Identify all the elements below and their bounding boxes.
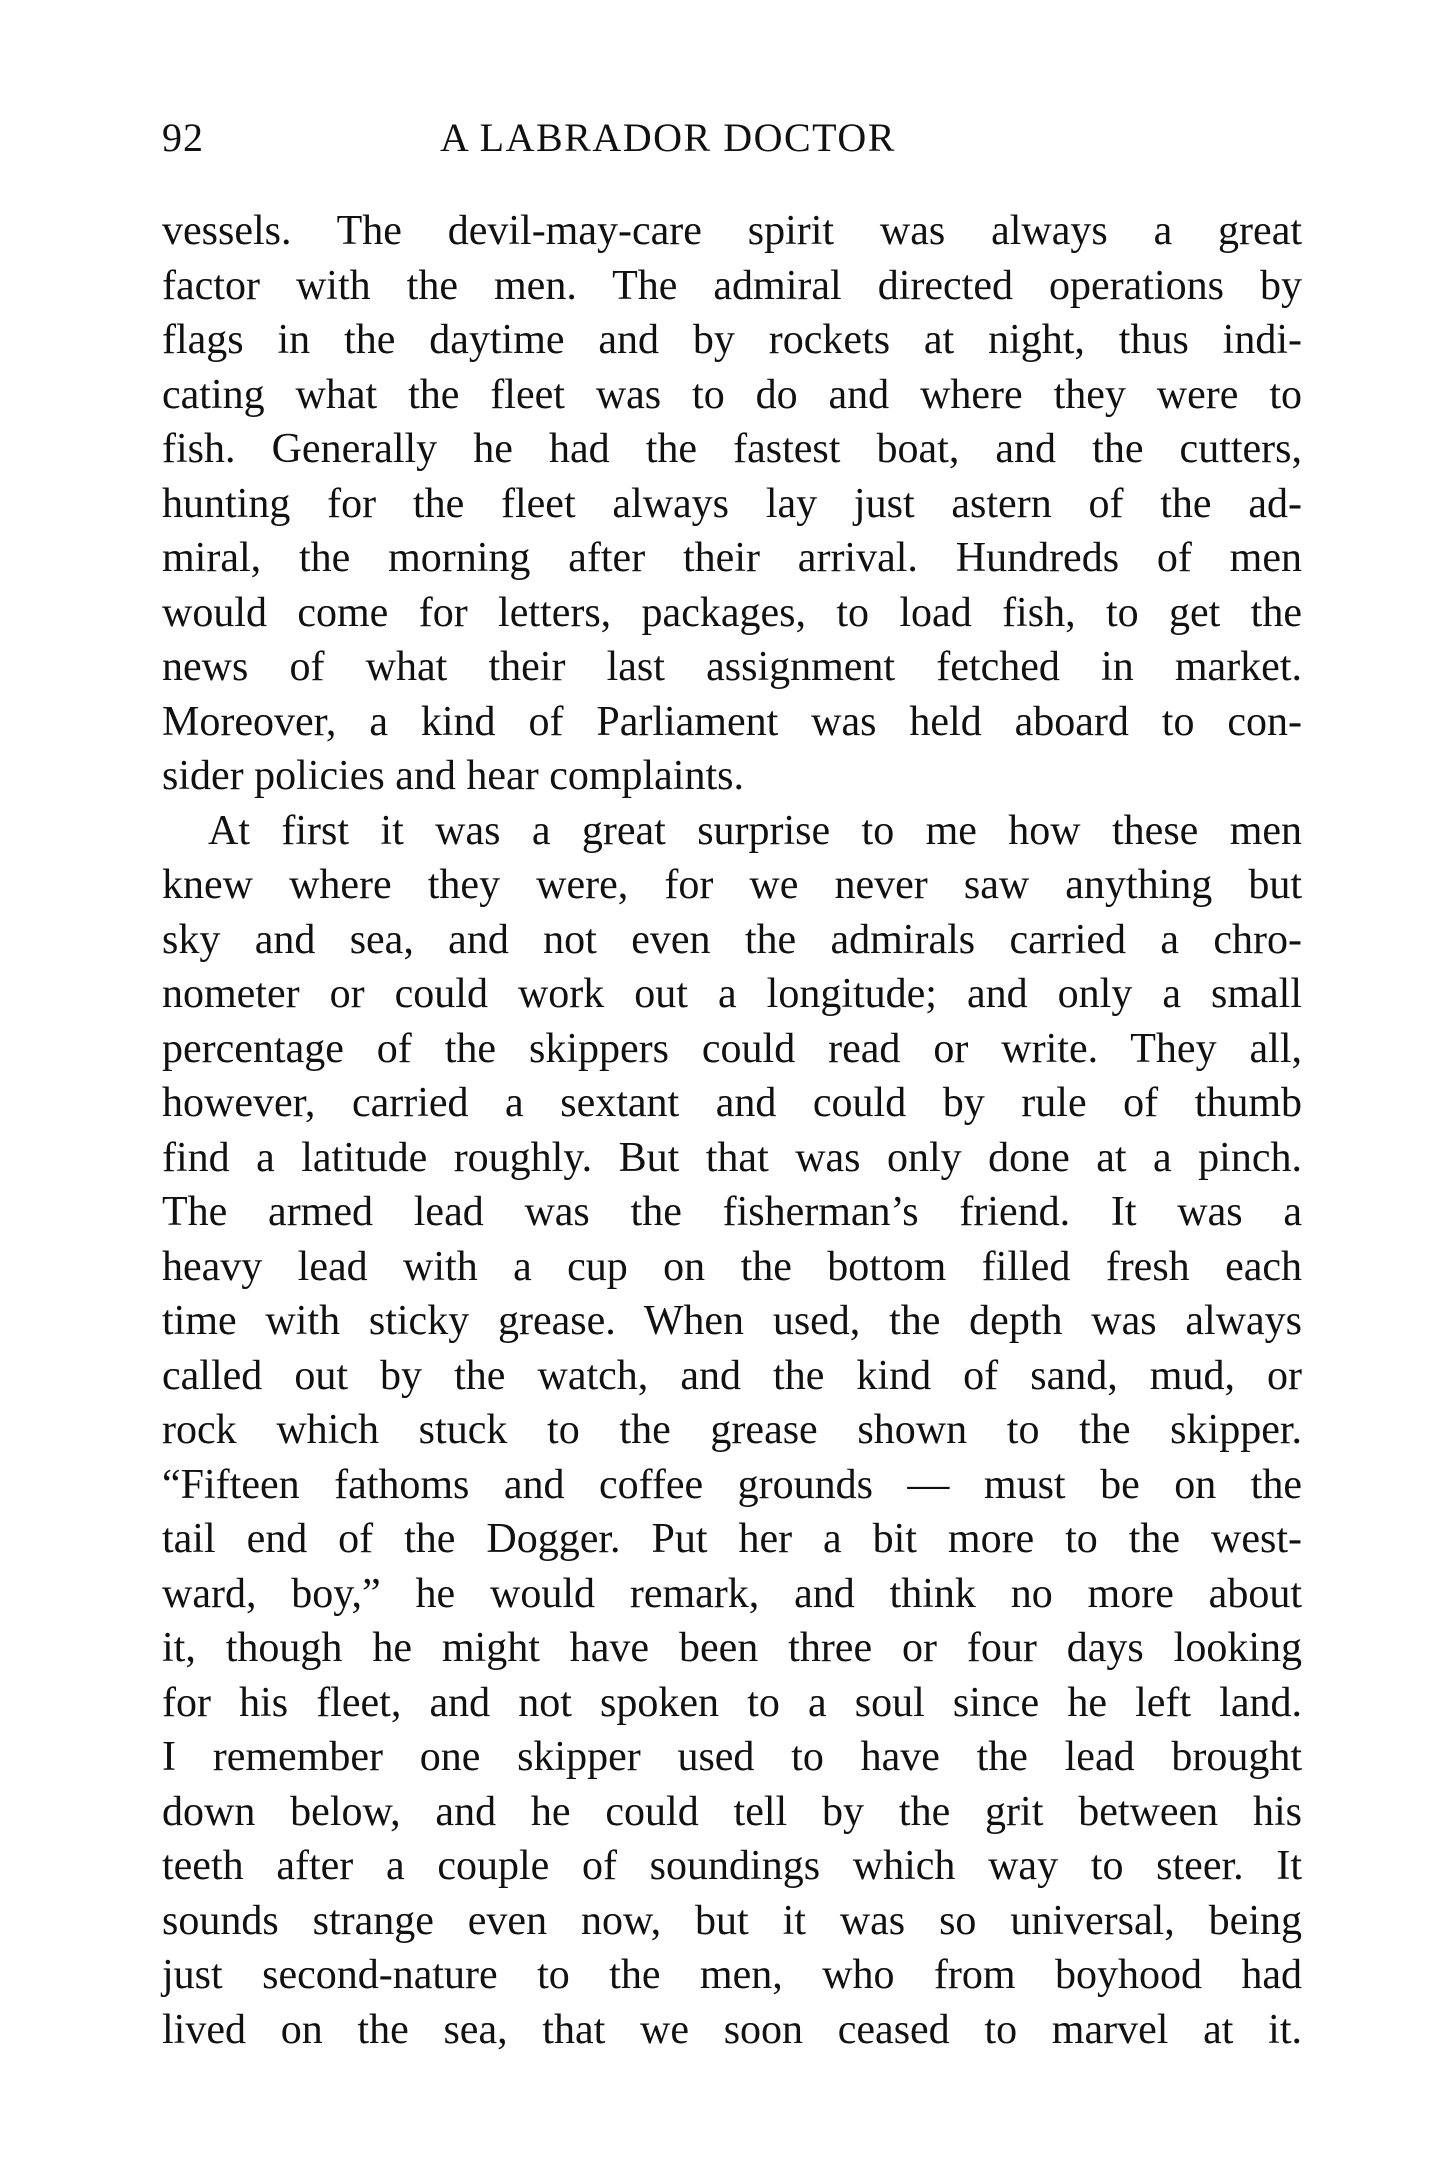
text-line: “Fifteen fathoms and coffee grounds — must be on the bbox=[162, 1461, 1302, 1508]
text-line: it, though he might have been three or four days looking bbox=[162, 1625, 1302, 1671]
text-line: hunting for the fleet always lay just astern of the ad- bbox=[162, 480, 1302, 527]
text-line: find a latitude roughly. But that was only done at a pinch. bbox=[162, 1134, 1302, 1181]
text-line: lived on the sea, that we soon ceased to marvel at it. bbox=[162, 2006, 1302, 2053]
text-line: At first it was a great surprise to me how these men bbox=[208, 807, 1302, 854]
text-line: sounds strange even now, but it was so universal, being bbox=[162, 1897, 1302, 1944]
text-line: sider policies and hear complaints. bbox=[162, 753, 744, 799]
text-line: however, carried a sextant and could by rule of thumb bbox=[162, 1080, 1302, 1126]
text-line: fish. Generally he had the fastest boat, and the cutters, bbox=[162, 426, 1302, 472]
text-line: ward, boy,” he would remark, and think no more about bbox=[162, 1570, 1302, 1617]
text-line: called out by the watch, and the kind of sand, mud, or bbox=[162, 1352, 1302, 1399]
text-line: Moreover, a kind of Parliament was held aboard to con- bbox=[162, 698, 1302, 745]
text-line: knew where they were, for we never saw anything but bbox=[162, 862, 1302, 908]
body-text bbox=[162, 204, 1302, 2057]
text-line: tail end of the Dogger. Put her a bit more to the west- bbox=[162, 1516, 1302, 1562]
text-line: I remember one skipper used to have the lead brought bbox=[162, 1734, 1302, 1780]
text-line: for his fleet, and not spoken to a soul since he left land. bbox=[162, 1679, 1302, 1726]
text-line: news of what their last assignment fetched in market. bbox=[162, 644, 1302, 690]
text-line: flags in the daytime and by rockets at night, thus indi- bbox=[162, 317, 1302, 363]
text-line: down below, and he could tell by the grit between his bbox=[162, 1788, 1302, 1835]
text-line: factor with the men. The admiral directed operations by bbox=[162, 262, 1302, 309]
text-line: time with sticky grease. When used, the depth was always bbox=[162, 1298, 1302, 1344]
text-line: vessels. The devil-may-care spirit was always a great bbox=[162, 208, 1302, 254]
text-line: just second-nature to the men, who from boyhood had bbox=[162, 1952, 1302, 1998]
paragraph-2 bbox=[162, 804, 1302, 2058]
text-line: rock which stuck to the grease shown to the skipper. bbox=[162, 1407, 1302, 1453]
text-line: heavy lead with a cup on the bottom filled fresh each bbox=[162, 1243, 1302, 1290]
paragraph-1 bbox=[162, 204, 1302, 804]
text-line: percentage of the skippers could read or write. They all, bbox=[162, 1025, 1302, 1072]
text-line: would come for letters, packages, to load fish, to get the bbox=[162, 589, 1302, 636]
text-line: The armed lead was the fisherman’s friend. It was a bbox=[162, 1189, 1302, 1235]
running-head: A LABRADOR DOCTOR bbox=[440, 115, 896, 160]
page-number: 92 bbox=[162, 115, 204, 160]
text-line: cating what the fleet was to do and where they were to bbox=[162, 371, 1302, 418]
text-line: sky and sea, and not even the admirals carried a chro- bbox=[162, 916, 1302, 963]
page-header bbox=[162, 108, 1302, 168]
text-line: miral, the morning after their arrival. Hundreds of men bbox=[162, 535, 1302, 581]
text-line: nometer or could work out a longitude; and only a small bbox=[162, 971, 1302, 1017]
text-line: teeth after a couple of soundings which way to steer. It bbox=[162, 1843, 1302, 1889]
